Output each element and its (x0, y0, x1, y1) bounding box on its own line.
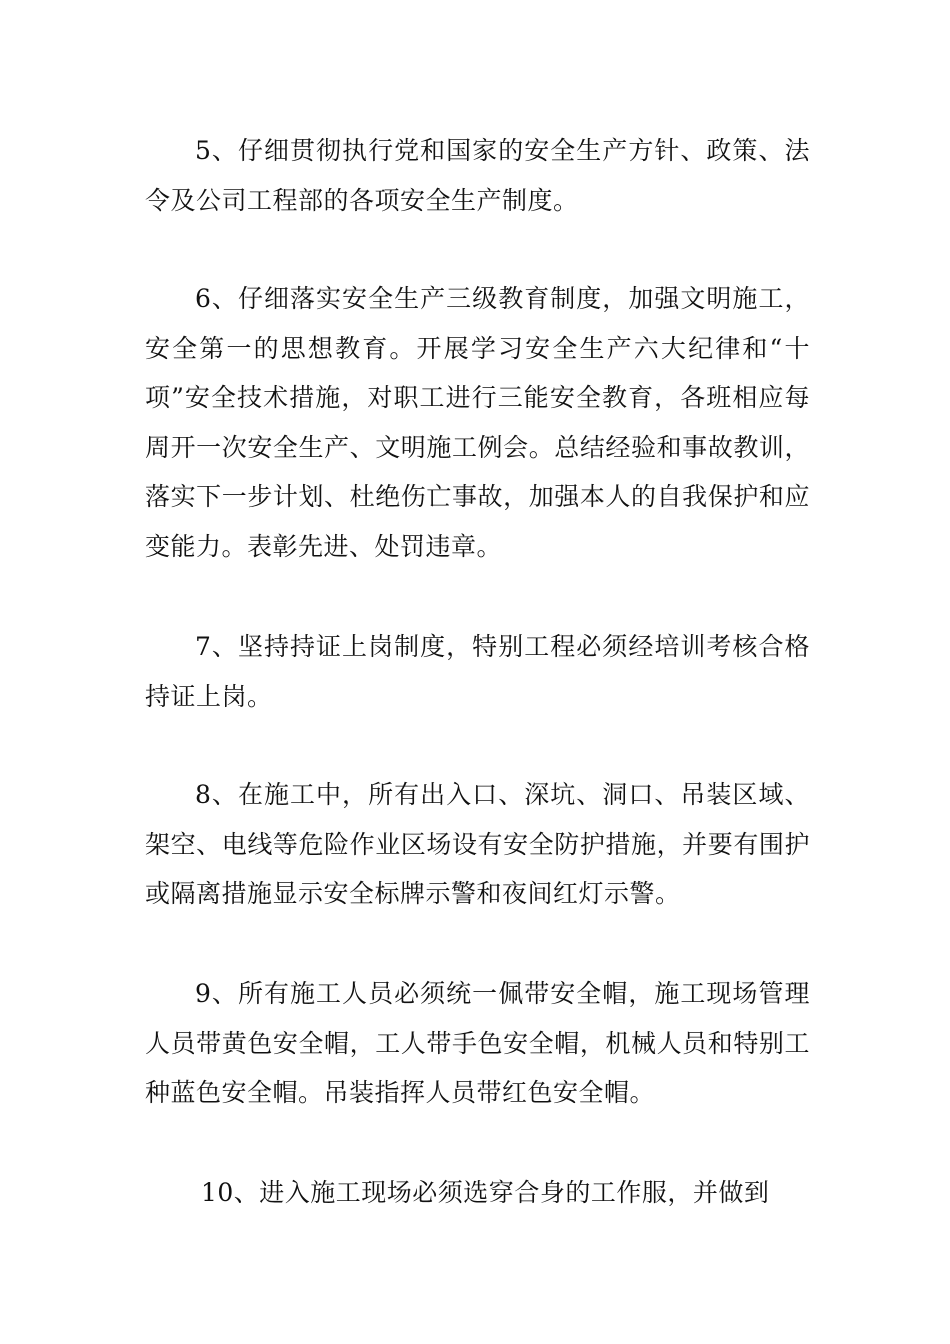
paragraph-8: 8、在施工中，所有出入口、深坑、洞口、吊装区域、架空、电线等危险作业区场设有安全防护措施，并要有围护或隔离措施显示安全标牌示警和夜间红灯示警。 (145, 780, 810, 908)
paragraph-9: 9、所有施工人员必须统一佩带安全帽，施工现场管理人员带黄色安全帽，工人带手色安全帽，机械人员和特别工种蓝色安全帽。吊装指挥人员带红色安全帽。 (145, 979, 810, 1107)
paragraph-6: 6、仔细落实安全生产三级教育制度，加强文明施工，安全第一的思想教育。开展学习安全生产六大纪律和“十项”安全技术措施，对职工进行三能安全教育，各班相应每周开一次安全生产、文明施工例会。总结经验和事故教训，落实下一步计划、杜绝伤亡事故，加强本人的自我保护和应变能力。表彰先进、处罚违章。 (145, 284, 810, 561)
paragraph-5: 5、仔细贯彻执行党和国家的安全生产方针、政策、法令及公司工程部的各项安全生产制度。 (145, 136, 810, 215)
paragraph-10: 10、进入施工现场必须选穿合身的工作服，并做到 (201, 1178, 770, 1207)
paragraph-7: 7、坚持持证上岗制度，特别工程必须经培训考核合格持证上岗。 (145, 632, 810, 711)
